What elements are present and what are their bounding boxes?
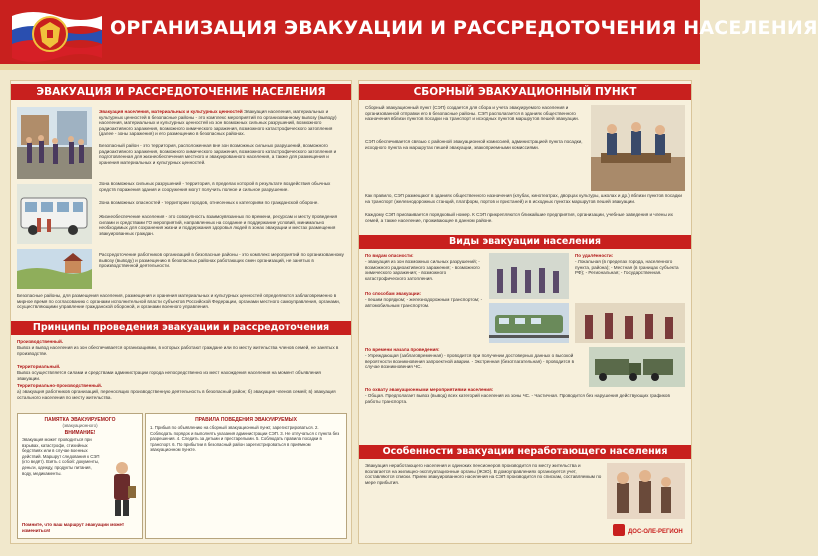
principle-1-text: Вывоз и вывод населения из зон обеспечивается организациями, в которых работают граждане или по месту жительства членов семей, не занятых в производстве. [17,345,339,356]
principles-heading: Принципы проведения эвакуации и рассредоточения [11,321,351,335]
title-stripe [0,64,700,70]
left-para-5: Жизнеобеспечение населения - это совокупность взаимоувязанных по времени, ресурсам и месту проведения силами и средствами ГО мероприятий, направленных на создание и поддержание условий, минимально необходимых для сохранения жизни и поддержания здоровья людей в зонах эвакуации и местах размещения эвакуированных граждан. [99,214,338,236]
rules-card [145,413,347,539]
types-c2: - пешим порядком; - железнодорожным транспортом; - автомобильным транспортом. [365,297,483,308]
types-c4: - Упреждающая (заблаговременная) - проводится при получении достоверных данных о высокой вероятности возникновения запроектной аварии. - Экстренная (безотлагательная) - проводится в случае возникновения ЧС. [365,353,575,370]
principle-3-title: Территориально-производственный. [17,383,103,388]
memo-card [17,413,143,539]
right-column [358,80,692,544]
types-heading: Виды эвакуации населения [359,235,691,249]
flag-emblem-icon [12,8,102,58]
left-para-1: Эвакуация населения, материальных и культурных ценностей в безопасные районы - это комплекс мероприятий по организованному вывозу (выводу) населения, материальных и культурных ценностей из зон возможных сильных разрушений, возможного радиоактивного заражения, возможного химического заражения, возможного катастрофического затопления (далее - зоны заражения) и его размещению в безопасных районах. [99,109,337,137]
publisher-logo-text: ДОС-ОЛЕ-РЕГИОН [628,529,683,535]
types-c4-title: По времени начала проведения: [365,347,440,352]
people-group-illustration [575,303,685,343]
title-bar [0,0,818,70]
principle-2-text: Вывоз осуществляется силами и средствами администрации города непосредственно из мест нахождения населения на момент объявления эвакуации. [17,370,321,381]
memo-title: ПАМЯТКА ЭВАКУИРУЕМОГО [44,417,116,423]
right-para-1: Сборный эвакуационный пункт (СЭП) создается для сбора и учета эвакуируемого населения и организованной отправки его в безопасные районы. СЭП располагается в зданиях общественного назначения вблизи пунктов посадки на транспорт и исходных пунктов маршрутов пешей эвакуации. [365,105,579,122]
right-para-2: СЭП обеспечивается связью с районной эвакуационной комиссией, администрацией пункта посадки, исходного пункта на маршрутах пешей эвакуации, эвакоприемными комиссиями. [365,139,583,150]
types-c1-title: По видам опасности: [365,253,414,258]
left-para-6: Рассредоточение работников организаций в безопасные районы - это комплекс мероприятий по организованному вывозу (выводу) и размещению в безопасных районах работающих смен организаций, не занятых в производственной деятельности. [99,252,344,269]
right-para-3: Как правило, СЭП размещают в зданиях общественного назначения (клубах, кинотеатрах, дворцах культуры, школах и др.) вблизи пунктов посадки на транспорт (железнодорожных станций, платформ, портов и пристаней) и в исходных пунктах маршрутов пешей эвакуации. [365,193,682,204]
left-column: ЭВАКУАЦИЯ И РАССРЕДОТОЧЕНИЕ НАСЕЛЕНИЯ Эвакуация населения, материальных и культурных ценностей Эвакуация населения, материальных и культурных ценностей в безопасные районы - это комплекс мероприятий по организованному вывозу (выводу) населения, материальных и культурных ценностей из зон возможных сильных разрушений, возможного радиоактивного заражения, возможного химического заражения, возможного катастрофического затопления (далее - зоны заражения) и его размещению в безопасных районах. Безопасный район - это территория, расположенная вне зон возможных сильных разрушений, возможного радиоактивного заражения, возможного химического заражения, возможного катастрофического затопления и подготовленная для жизнеобеспечения местного и эвакуированного населения, а также для размещения и хранения материальных и культурных ценностей. Зона возможных сильных разрушений - территория, в пределах которой в результате воздействия обычных средств поражения здания и сооружения могут получить полное и сильное разрушение. Зона возможных опасностей - территории городов, отнесенных к категориям по гражданской обороне. Жизнеобеспечение населения - это совокупность взаимоувязанных по времени, ресурсам и месту проведения силами и средствами ГО мероприятий, направленных на создание и поддержание условий, минимально необходимых для сохранения жизни и поддержания здоровья людей в зонах эвакуации и местах размещения эвакуированных граждан. Рассредоточение работников организаций в безопасные районы - это комплекс мероприятий по организованному вывозу (выводу) и размещению в безопасных районах работающих смен организаций, не занятых в производственной деятельности. Безопасные районы, для размещения населения, размещения и хранения материальных и культурных ценностей определяются заблаговременно в мирное время по согласованию с органами исполнительной власти субъектов Российской Федерации, органами местного самоуправления, органами, осуществляющими управление гражданской обороной, и органами военного управления. Принципы проведения эвакуации и рассредоточения Производственный. Вывоз и вывод населения из зон обеспечивается организациями, в которых работают граждане или по месту жительства членов семей, не занятых в производстве. Территориальный. Вывоз осуществляется силами и средствами администрации города непосредственно из мест нахождения населения на момент объявления эвакуации. Территориально-производственный. а) эвакуация работников организаций, переносящих производственную деятельность в безопасный район; б) эвакуация членов семей; в) эвакуация остального населения по месту жительства. ПАМЯТКА ЭВАКУИРУЕМОГО (эвакуационного) ВНИМАНИЕ! Эвакуация может проводиться при взрывах, катастрофе, стихийных бедствиях или в случае военных действий. Маршрут следования к СЭП (кто ведёт). Взять с собой: документы, деньги, одежду, продукты питания, воду, медикаменты. Помните, что ваш маршрут эвакуации может измениться! ПРАВИЛА ПОВЕДЕНИЯ ЭВАКУИРУЕМЫХ 1. Прибыв по объявлению на сборный эвакуационный пункт, зарегистрироваться. 2. Соблюдать порядок и выполнять указания администрации СЭП. 3. Не отлучаться с пункта без разрешения. 4. Следить за детьми и престарелыми. 5. Соблюдать правила посадки в транспорт. 6. По прибытии в безопасный район зарегистрироваться в приёмном эвакуационном пункте. [10,80,352,544]
trucks-illustration [589,347,685,387]
elderly-family-illustration [607,463,685,519]
types-c2-title: По способам эвакуации: [365,291,422,296]
types-c1: - эвакуация из зон возможных сильных разрушений; - возможного радиоактивного заражения; - возможного химического заражения; - возможного катастрофического затопления. [365,259,480,281]
left-section-heading: ЭВАКУАЦИЯ И РАССРЕДОТОЧЕНИЕ НАСЕЛЕНИЯ [11,84,351,100]
features-text: Эвакуация неработающего населения и одиноких пенсионеров производится по месту жительства и возлагается на жилищно-эксплуатационные органы (ЖЭО). В домоуправлениях организуется учет, составляются списки. Прием эвакуированного населения на СЭП производится по спискам, составляемым по мере прибытия. [365,463,602,485]
types-c5-title: По охвату эвакуационными мероприятиями населения: [365,387,494,392]
left-para-3: Зона возможных сильных разрушений - территория, в пределах которой в результате воздействия обычных средств поражения здания и сооружения могут получить полное и сильное разрушение. [99,181,331,192]
features-heading: Особенности эвакуации неработающего населения [359,445,691,459]
memo-text: Эвакуация может проводиться при взрывах, катастрофе, стихийных бедствиях или в случае военных действий. Маршрут следования к СЭП (кто ведёт). Взять с собой: документы, деньги, одежду, продукты питания, воду, медикаменты. [22,437,100,476]
right-para-4: Каждому СЭП присваивается порядковый номер. К СЭП прикрепляются ближайшие предприятия, организации, учебные заведения и члены их семей, а также население, проживающее в данном районе. [365,212,673,223]
principle-2-title: Территориальный. [17,364,61,369]
left-para-2: Безопасный район - это территория, расположенная вне зон возможных сильных разрушений, возможного радиоактивного заражения, возможного химического заражения, возможного катастрофического затопления и подготовленная для жизнеобеспечения местного и эвакуированного населения, а также для размещения и хранения материальных и культурных ценностей. [99,143,337,165]
evacuee-figure-illustration [106,460,138,518]
publisher-logo [613,522,683,538]
right-section-heading: СБОРНЫЙ ЭВАКУАЦИОННЫЙ ПУНКТ [359,84,691,100]
crowd-walking-illustration [489,253,569,299]
left-para-7: Безопасные районы, для размещения населения, размещения и хранения материальных и культурных ценностей определяются заблаговременно в мирное время по согласованию с органами исполнительной власти субъектов Российской Федерации, органами местного самоуправления, органами, осуществляющими управление гражданской обороной, и органами военного управления. [17,293,340,310]
page-title: ОРГАНИЗАЦИЯ ЭВАКУАЦИИ И РАССРЕДОТОЧЕНИЯ НАСЕЛЕНИЯ [110,17,818,39]
train-illustration [489,303,569,343]
memo-subtitle: (эвакуационного) [62,423,98,428]
types-c3-title: По удалённости: [575,253,614,258]
memo-warning: ВНИМАНИЕ! [64,430,96,436]
left-para-4: Зона возможных опасностей - территории городов, отнесенных к категориям по гражданской обороне. [99,200,319,205]
registration-desk-illustration [591,105,685,191]
memo-footer: Помните, что ваш маршрут эвакуации может измениться! [22,522,125,533]
rules-text: 1. Прибыв по объявлению на сборный эвакуационный пункт, зарегистрироваться. 2. Соблюдать порядок и выполнять указания администрации СЭП. 3. Не отлучаться с пункта без разрешения. 4. Следить за детьми и престарелыми. 5. Соблюдать правила посадки в транспорт. 6. По прибытии в безопасный район зарегистрироваться в приёмном эвакуационном пункте. [150,425,340,453]
types-c3: - Локальная (в пределах города, населенного пункта, района); - Местная (в границах субъекта РФ); - Региональная; - Государственная. [575,259,679,276]
principle-1-title: Производственный. [17,339,64,344]
types-c5: - Общая. Предполагает вывоз (вывод) всех категорий населения из зоны ЧС. - Частичная. Проводится без нарушения действующих графиков работы транспорта. [365,393,670,404]
bus-boarding-illustration [17,184,92,244]
evacuation-crowd-illustration [17,107,92,179]
rules-title: ПРАВИЛА ПОВЕДЕНИЯ ЭВАКУИРУЕМЫХ [195,417,297,423]
principle-3-text: а) эвакуация работников организаций, переносящих производственную деятельность в безопасный район; б) эвакуация членов семей; в) эвакуация остального населения по месту жительства. [17,389,336,400]
field-landscape-illustration [17,249,92,289]
